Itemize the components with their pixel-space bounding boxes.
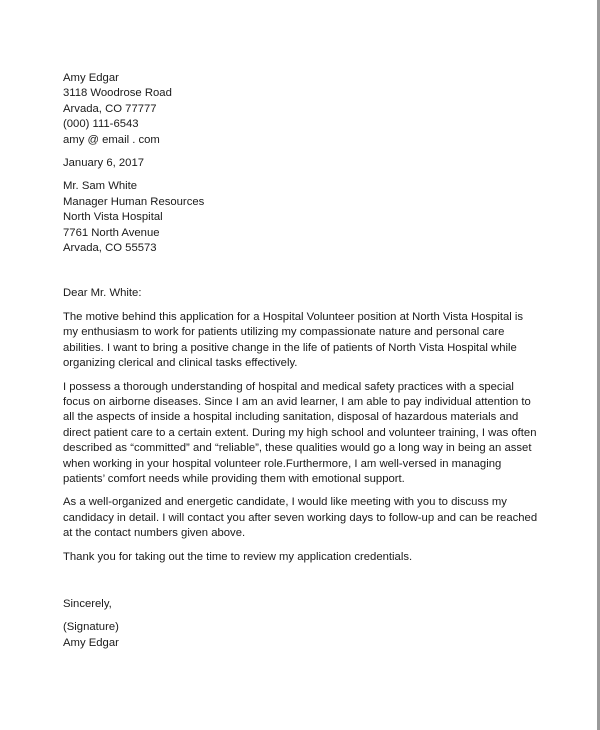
signature-placeholder: (Signature) [63,621,119,634]
paragraph-line: candidacy in detail. I will contact you after seven working days to follow-up and can be reached [63,511,538,524]
paragraph-line: I possess a thorough understanding of hospital and medical safety practices with a special [63,380,514,393]
paragraph-line: when working in your hospital volunteer role.Furthermore, I am well-versed in managing [63,457,502,470]
recipient-organization: North Vista Hospital [63,211,163,224]
body-paragraph-1 [63,310,541,372]
sender-name: Amy Edgar [63,72,119,84]
paragraph-line: organizing clerical and clinical tasks effectively. [63,357,298,370]
recipient-title: Manager Human Resources [63,195,205,208]
paragraph-line: direct patient care to a certain extent. During my high school and volunteer training, I was often [63,426,537,439]
signer-name: Amy Edgar [63,636,119,649]
body-paragraph-3 [63,495,541,541]
paragraph-line: As a well-organized and energetic candidate, I would like meeting with you to discuss my [63,496,507,509]
closing: Sincerely, [63,597,112,610]
sender-street: 3118 Woodrose Road [63,87,172,100]
paragraph-line: described as “committed” and “reliable”, these qualities would go a long way in being an asset [63,442,532,455]
cover-letter [63,71,541,651]
paragraph-line: my enthusiasm to work for patients utilizing my compassionate nature and personal care [63,326,505,339]
sender-city-line: Arvada, CO 77777 [63,102,157,115]
paragraph-line: The motive behind this application for a Hospital Volunteer position at North Vista Hospital is [63,310,524,323]
sender-address-block [63,71,541,148]
recipient-name: Mr. Sam White [63,180,138,193]
paragraph-line: at the contact numbers given above. [63,527,246,540]
letter-date: January 6, 2017 [63,157,145,170]
paragraph-line: all the aspects of inside a hospital including sanitation, disposal of hazardous materials and [63,411,519,424]
recipient-address-block [63,179,541,256]
paragraph-line: abilities. I want to bring a positive change in the life of patients of North Vista Hospital while [63,341,517,354]
body-paragraph-4 [63,550,541,565]
salutation: Dear Mr. White: [63,287,142,300]
paragraph-line: Thank you for taking out the time to review my application credentials. [63,550,413,563]
paragraph-line: focus on airborne diseases. Since I am an avid learner, I am able to pay individual attention to [63,395,531,408]
sender-phone: (000) 111-6543 [63,118,139,131]
sender-email: amy @ email . com [63,133,160,146]
recipient-city-line: Arvada, CO 55573 [63,242,157,255]
paragraph-line: patients’ comfort needs while providing them with emotional support. [63,472,405,485]
recipient-street: 7761 North Avenue [63,226,160,239]
body-paragraph-2 [63,380,541,488]
